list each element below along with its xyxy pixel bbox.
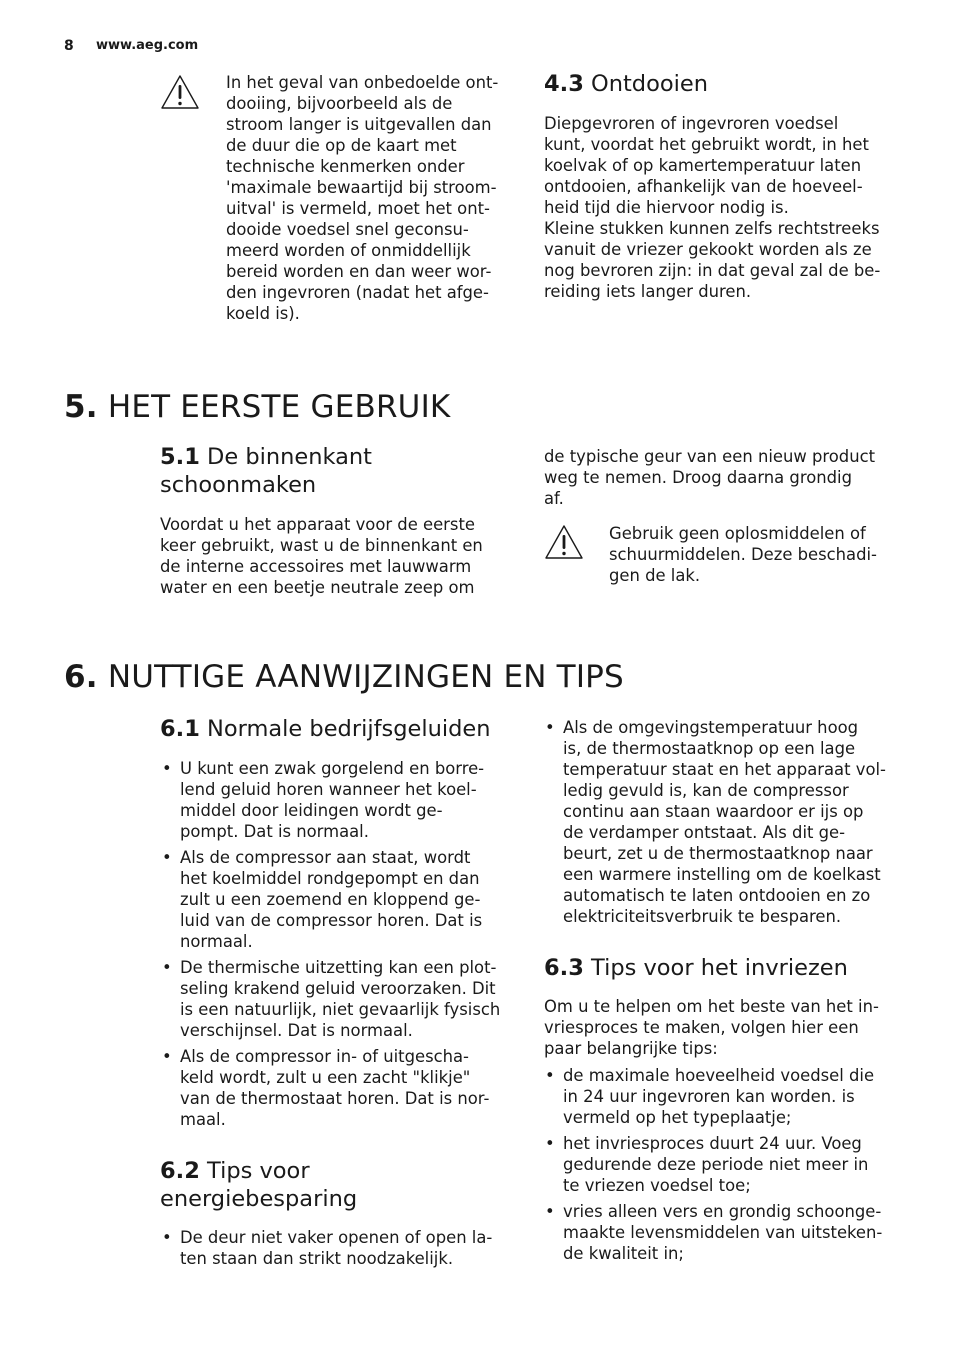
list-item: • de maximale hoeveelheid voedsel die in 24 uur ingevroren kan worden. is vermeld op het typeplaatje; (545, 1066, 875, 1127)
section-text-5-1: Voordat u het apparaat voor de eerste keer gebruikt, wast u de binnenkant en de interne accessoires met lauwwarm water en een beetje neutrale zeep om (160, 515, 483, 597)
list-item: • Als de compressor aan staat, wordt het koelmiddel rondgepompt en dan zult u een zoemend en kloppend ge- luid van de compressor horen. Dat is normaal. (162, 848, 483, 951)
section-heading-4-3: 4.3 Ontdooien (544, 71, 708, 97)
section-heading-5-1: 5.1 De binnenkant schoonmaken (160, 444, 372, 498)
warning-text-thaw: In het geval van onbedoelde ont- dooiing, bijvoorbeeld als de stroom langer is uitgevallen dan de duur die op de kaart met technische kenmerken onder 'maximale bewaartijd bij stroom- uitval' is vermeld, moet het ont- dooide voedsel snel geconsu- meerd worden of onmiddellijk bereid worden en dan weer wor- den ingevroren (nadat het afge- koeld is). (226, 73, 499, 323)
warning-triangle-icon (160, 74, 200, 110)
warning-text-solvents: Gebruik geen oplosmiddelen of schuurmiddelen. Deze beschadi- gen de lak. (609, 524, 877, 585)
chapter-heading-5: 5. HET EERSTE GEBRUIK (64, 389, 451, 425)
header-url: www.aeg.com (96, 38, 199, 53)
list-item: • Als de compressor in- of uitgescha- keld wordt, zult u een zacht "klikje" van de thermostaat horen. Dat is nor- maal. (162, 1047, 490, 1129)
list-item: • U kunt een zwak gorgelend en borre- lend geluid horen wanneer het koel- middel door leidingen wordt ge- pompt. Dat is normaal. (162, 759, 485, 841)
list-item: • Als de omgevingstemperatuur hoog is, de thermostaatknop op een lage temperatuur staat en het apparaat vol- ledig gevuld is, kan de compressor continu aan staan waardoor er ijs op de verdamper ontstaat. Als dit ge- beurt, zet u de thermostaatknop naar een warmere instelling om de koelkast automatisch te laten ontdooien en zo elektriciteitsverbruik te besparen. (545, 718, 886, 926)
list-item: • vries alleen vers en grondig schoonge- maakte levensmiddelen van uitsteken- de kwaliteit in; (545, 1202, 883, 1263)
bullet-list-6-3 (544, 1065, 882, 1264)
list-item: • De deur niet vaker openen of open la- ten staan dan strikt noodzakelijk. (162, 1228, 493, 1268)
section-text-4-3: Diepgevroren of ingevroren voedsel kunt, voordat het gebruikt wordt, in het koelvak of op kamertemperatuur laten ontdooien, afhankelijk van de hoeveel- heid tijd die hiervoor nodig is. Kleine stukken kunnen zelfs rechtstreeks vanuit de vriezer gekookt worden als ze nog bevroren zijn: in dat geval zal de be- reiding iets langer duren. (544, 114, 881, 301)
warning-triangle-icon (544, 524, 584, 560)
bullet-list-6-1 (161, 758, 500, 1130)
section-heading-6-3: 6.3 Tips voor het invriezen (544, 955, 848, 981)
page-number: 8 (64, 38, 74, 54)
list-item: • het invriesproces duurt 24 uur. Voeg gedurende deze periode niet meer in te vriezen voedsel toe; (545, 1134, 869, 1195)
chapter-heading-6: 6. NUTTIGE AANWIJZINGEN EN TIPS (64, 659, 624, 695)
section-intro-6-3: Om u te helpen om het beste van het in- vriesproces te maken, volgen hier een paar belangrijke tips: (544, 997, 879, 1058)
section-text-5-1-continued: de typische geur van een nieuw product weg te nemen. Droog daarna grondig af. (544, 447, 876, 508)
bullet-list-6-2 (161, 1227, 492, 1269)
section-heading-6-1: 6.1 Normale bedrijfsgeluiden (160, 716, 491, 742)
list-item: • De thermische uitzetting kan een plot- seling krakend geluid veroorzaken. Dit is een natuurlijk, niet gevaarlijk fysisch verschijnsel. Dat is normaal. (162, 958, 501, 1040)
bullet-list-6-2-continued (544, 717, 886, 927)
section-heading-6-2: 6.2 Tips voor energiebesparing (160, 1158, 358, 1212)
